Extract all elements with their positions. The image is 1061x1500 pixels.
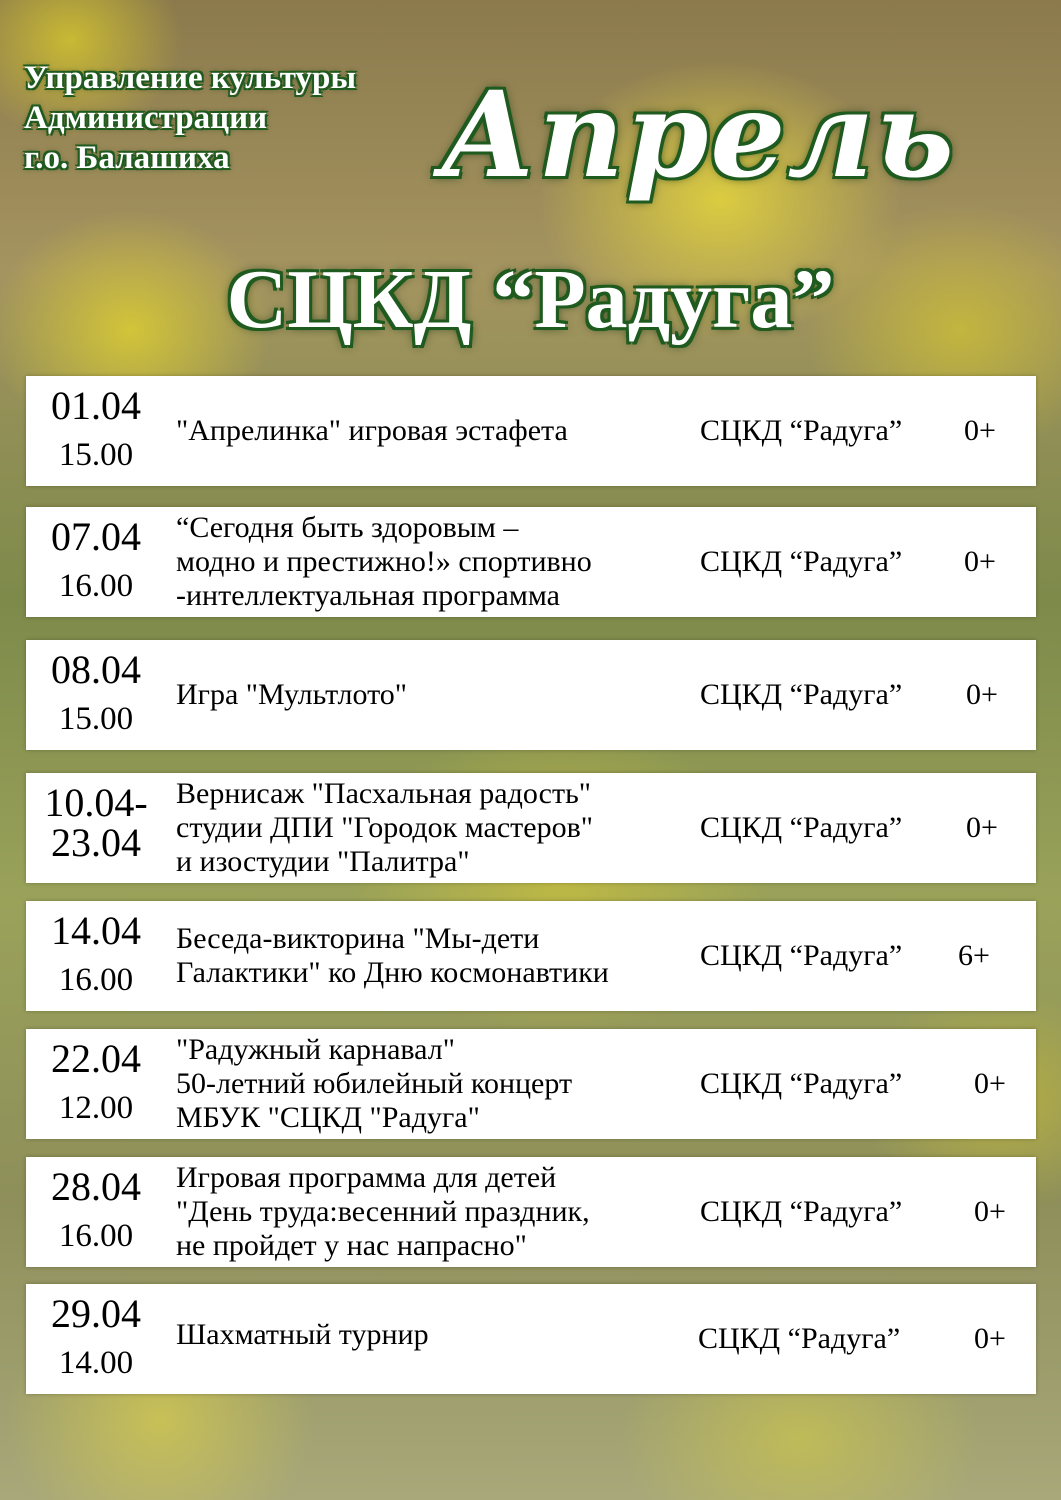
event-title: "Апрелинка" игровая эстафета: [176, 414, 568, 447]
event-date: 22.04: [51, 1036, 141, 1081]
event-age-rating: 0+: [964, 545, 996, 578]
event-title: Вернисаж "Пасхальная радость" студии ДПИ "Городок мастеров" и изостудии "Палитра": [176, 777, 593, 878]
event-row: [26, 376, 1036, 486]
event-venue: СЦКД “Радуга”: [700, 811, 903, 844]
event-time: 16.00: [58, 962, 134, 998]
event-title: Беседа-викторина "Мы-дети Галактики" ко Дню космонавтики: [176, 922, 609, 989]
event-age-rating: 6+: [958, 939, 990, 972]
event-title: Игра "Мультлото": [176, 678, 408, 711]
event-venue: СЦКД “Радуга”: [700, 678, 903, 711]
event-age-rating: 0+: [966, 811, 998, 844]
org-line-2: Администрации: [24, 100, 268, 136]
event-date: 08.04: [51, 647, 141, 692]
event-row: [26, 640, 1036, 750]
event-age-rating: 0+: [974, 1322, 1006, 1355]
event-time: 15.00: [58, 701, 134, 737]
event-age-rating: 0+: [964, 414, 996, 447]
event-time: 16.00: [58, 1218, 134, 1254]
event-time: 16.00: [58, 568, 134, 604]
event-title: Игровая программа для детей "День труда:весенний праздник, не пройдет у нас напрасно": [176, 1161, 590, 1262]
event-row: [26, 507, 1036, 617]
event-venue: СЦКД “Радуга”: [700, 1067, 903, 1100]
event-date: 29.04: [51, 1291, 141, 1336]
event-date: 01.04: [51, 383, 141, 428]
event-title: Шахматный турнир: [176, 1318, 429, 1351]
event-date: 07.04: [51, 514, 141, 559]
event-time: 15.00: [58, 437, 134, 473]
event-date: 28.04: [51, 1164, 141, 1209]
org-line-3: г.о. Балашиха: [24, 140, 230, 176]
event-row: [26, 1029, 1036, 1139]
event-date: 14.04: [51, 908, 141, 953]
event-age-rating: 0+: [966, 678, 998, 711]
event-row: [26, 773, 1036, 883]
event-age-rating: 0+: [974, 1067, 1006, 1100]
event-venue: СЦКД “Радуга”: [700, 414, 903, 447]
event-title: “Сегодня быть здоровым – модно и престижно!» спортивно -интеллектуальная программа: [176, 511, 592, 612]
event-row: [26, 1284, 1036, 1394]
event-row: [26, 901, 1036, 1011]
event-date-range: 10.04- 23.04: [44, 780, 148, 865]
month-title: Апрель: [440, 65, 956, 204]
event-venue: СЦКД “Радуга”: [698, 1322, 901, 1355]
venue-title: СЦКД “Радуга”: [226, 253, 835, 346]
org-header: [24, 58, 356, 178]
org-line-1: Управление культуры: [24, 60, 357, 96]
event-venue: СЦКД “Радуга”: [700, 1195, 903, 1228]
event-row: [26, 1157, 1036, 1267]
event-time: 14.00: [58, 1345, 134, 1381]
event-age-rating: 0+: [974, 1195, 1006, 1228]
event-time: 12.00: [58, 1090, 134, 1126]
event-venue: СЦКД “Радуга”: [700, 545, 903, 578]
event-title: "Радужный карнавал" 50-летний юбилейный концерт МБУК "СЦКД "Радуга": [176, 1033, 573, 1134]
event-venue: СЦКД “Радуга”: [700, 939, 903, 972]
